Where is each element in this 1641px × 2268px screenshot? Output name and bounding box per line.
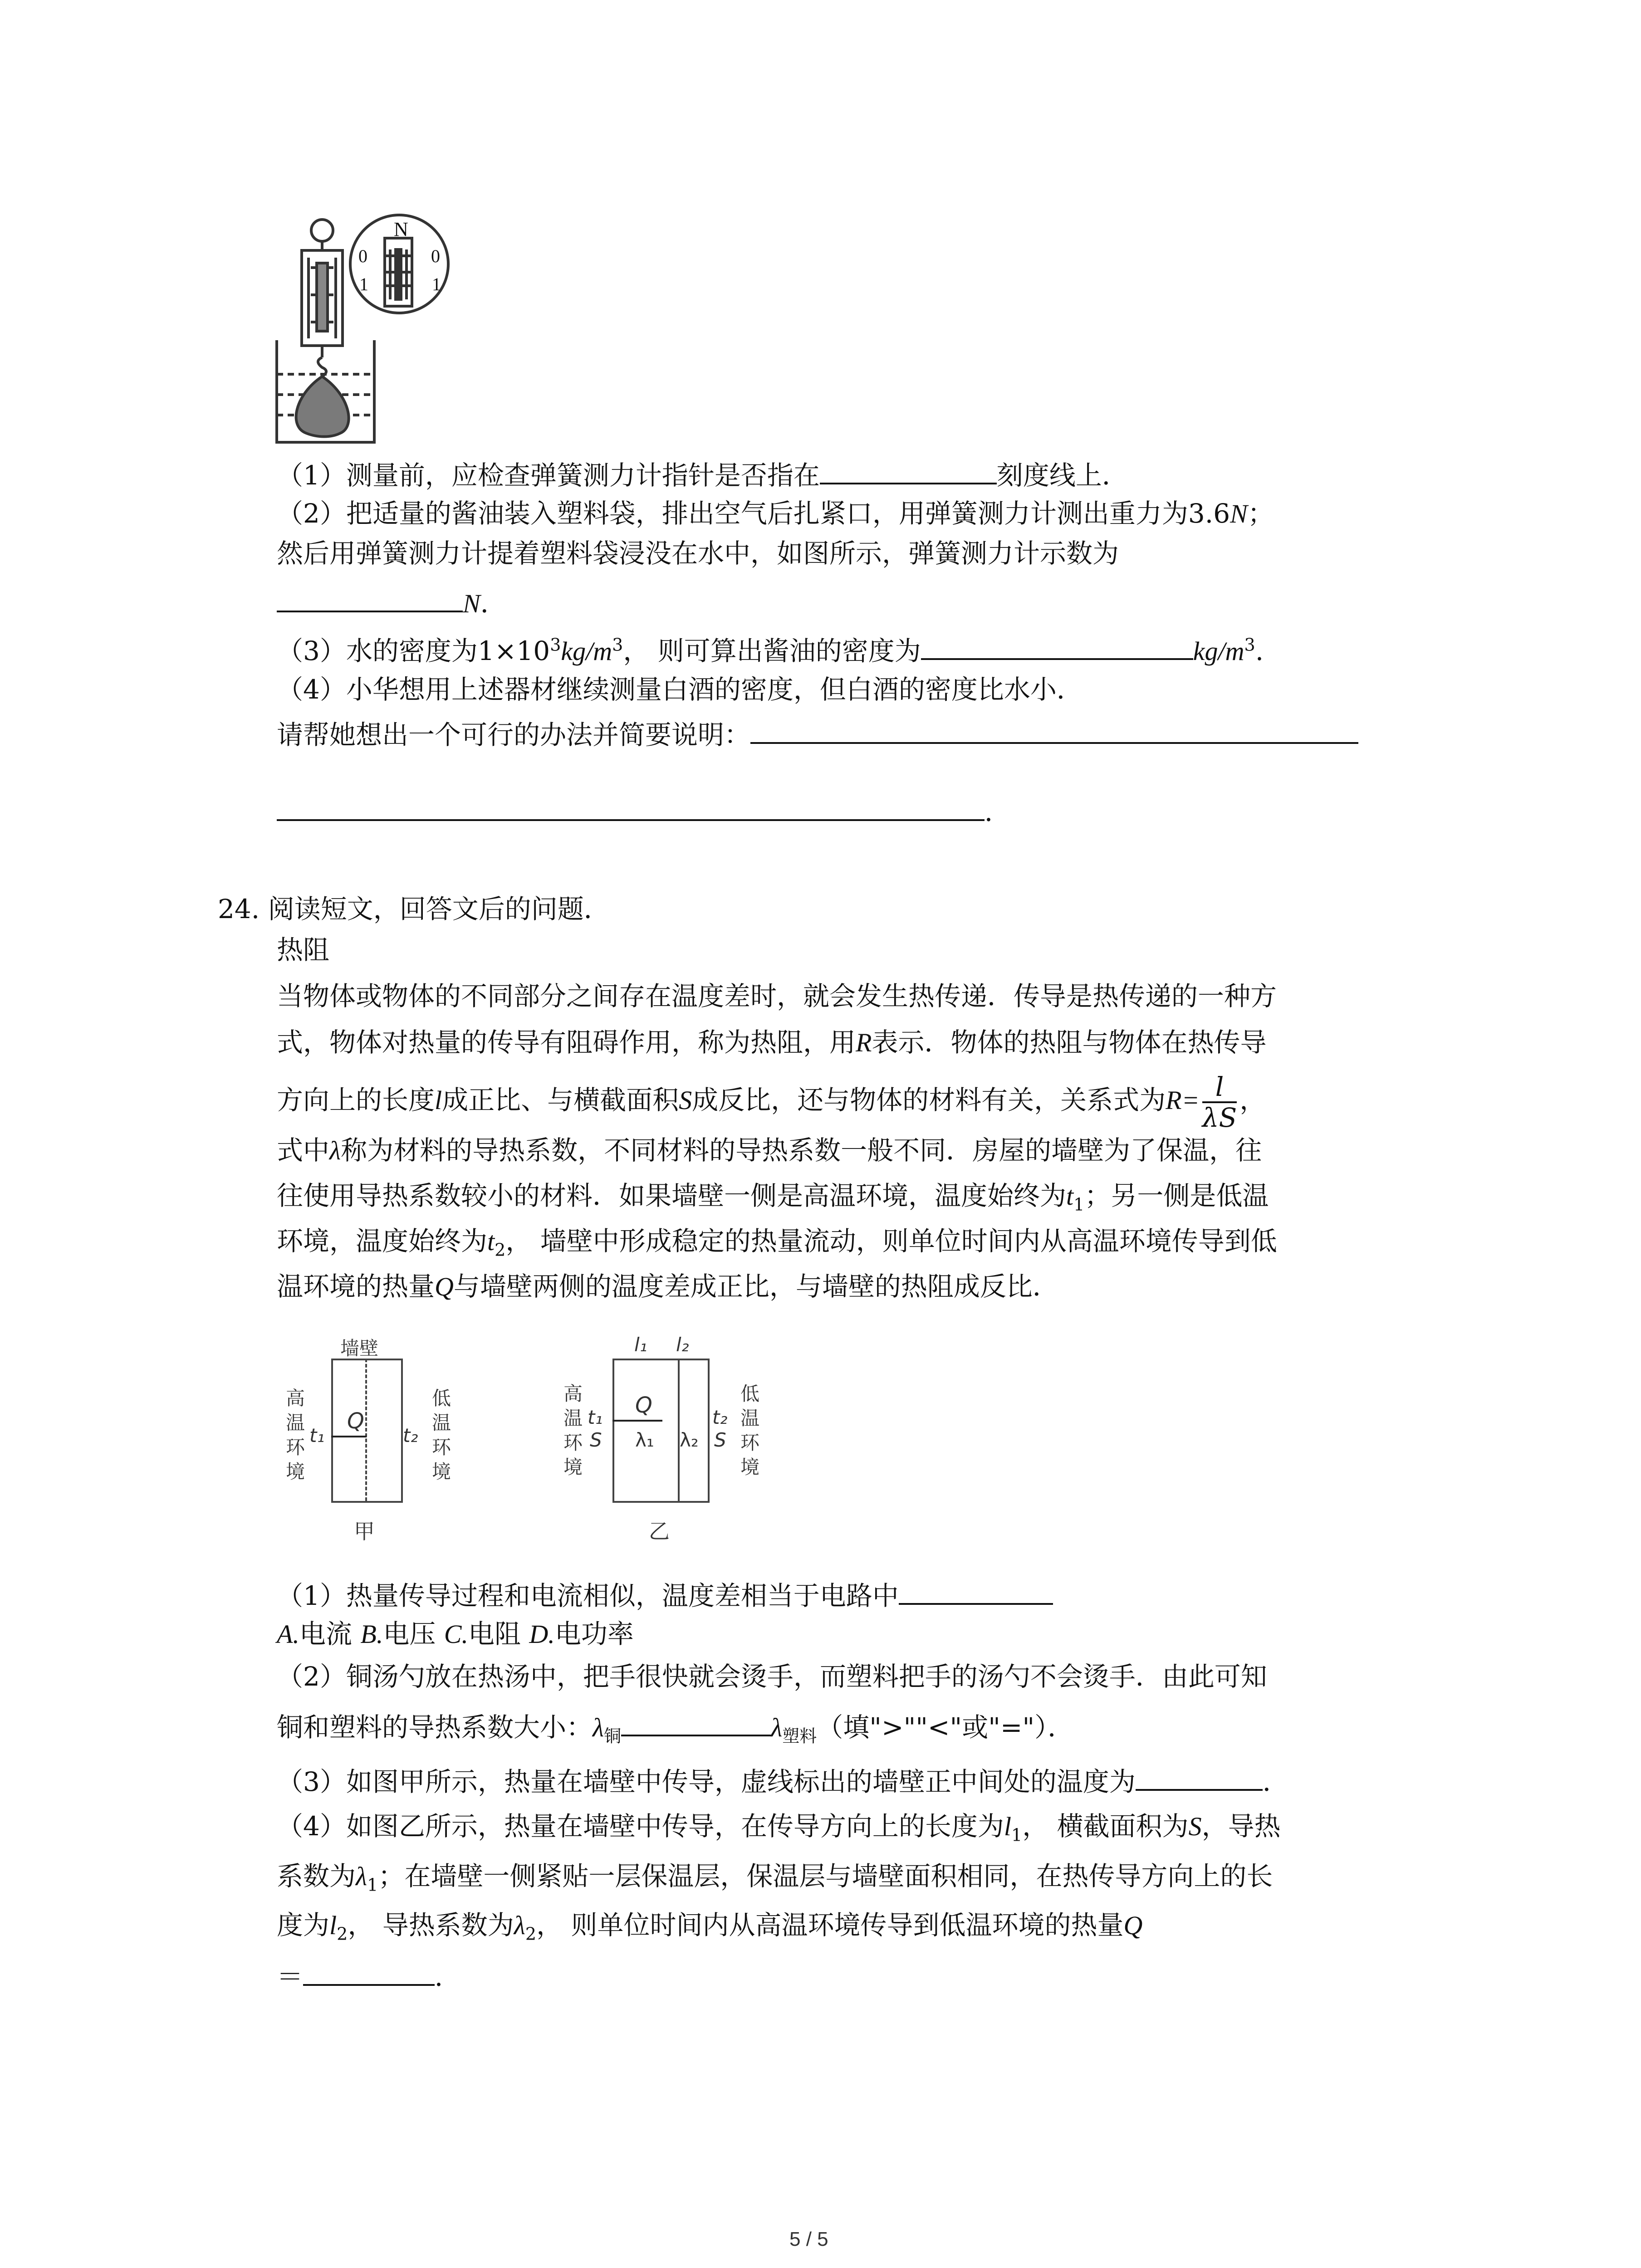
answer-blank[interactable]: [899, 1578, 1053, 1605]
q23-part4b: [277, 717, 1358, 751]
q24-intro: 阅读短文，回答文后的问题．: [268, 894, 610, 924]
q23-p2a-text: （2）把适量的酱油装入塑料袋，排出空气后扎紧口，用弹簧测力计测出重力为3.6: [277, 498, 1230, 529]
subscript: 2: [495, 1240, 506, 1260]
var-s: S: [1188, 1812, 1202, 1841]
q24-title: [277, 934, 329, 966]
option-text: 电功率: [554, 1618, 634, 1649]
para-text: ， 则单位时间内从高温环境传导到低温环境的热量: [536, 1910, 1124, 1941]
para-text: 成反比，还与物体的材料有关，关系式为: [692, 1085, 1166, 1116]
var-l: l: [1004, 1812, 1012, 1841]
para-text: ；在墙壁一侧紧贴一层保温层，保温层与墙壁面积相同，在热传导方向上的长: [378, 1861, 1273, 1892]
para-text: 温环境的热量: [277, 1271, 435, 1302]
var-lambda: λ: [593, 1713, 604, 1742]
para-text: ， 墙壁中形成稳定的热量流动，则单位时间内从高温环境传导到低: [505, 1226, 1277, 1256]
s-right-label: S: [714, 1429, 726, 1451]
q24-sub4d: [277, 1959, 461, 1993]
answer-blank[interactable]: [277, 794, 985, 821]
subscript: 2: [525, 1924, 537, 1944]
answer-blank[interactable]: [621, 1709, 771, 1736]
q23-part4: [277, 673, 1083, 706]
para-text: ，: [1239, 1085, 1266, 1116]
figure-b: [540, 1334, 776, 1547]
t2-label: t₂: [712, 1406, 728, 1428]
q24-para4: [277, 1134, 1262, 1167]
passage-title: 热阻: [277, 934, 330, 965]
figure-caption: 甲: [354, 1519, 375, 1544]
q24-s1-text: （1）热量传导过程和电流相似，温度差相当于电路中: [277, 1580, 899, 1611]
unit-n: N: [1230, 499, 1248, 528]
para-text: ， 横截面积为: [1022, 1811, 1189, 1842]
para-text: ；另一侧是低温: [1084, 1180, 1269, 1211]
q24-s2b-text: 铜和塑料的导热系数大小：: [277, 1712, 593, 1743]
lambda1-label: λ₁: [635, 1429, 654, 1451]
q24-sub2b: [277, 1709, 1074, 1744]
q24-s2a-text: （2）铜汤勺放在热汤中，把手很快就会烫手，而塑料把手的汤勺不会烫手．由此可知: [277, 1661, 1267, 1692]
formula-fraction: [1202, 1072, 1237, 1132]
q23-part1: [277, 457, 1128, 492]
var-q: Q: [1123, 1911, 1143, 1940]
q23-p2a-end: ；: [1247, 498, 1274, 529]
q24-s3-end: ．: [1262, 1766, 1289, 1797]
option-text: 电阻: [468, 1618, 521, 1649]
q24-para7: [277, 1270, 1059, 1303]
para-text: 环境，温度始终为: [277, 1226, 488, 1256]
formula-numerator: l: [1202, 1072, 1237, 1103]
subscript-plastic: 塑料: [782, 1726, 817, 1746]
para-text: （4）如图乙所示，热量在墙壁中传导，在传导方向上的长度为: [277, 1811, 1004, 1842]
para-text: ， 导热系数为: [348, 1910, 514, 1941]
q23-part2a: [277, 497, 1274, 530]
q24-sub1: [277, 1578, 1053, 1612]
q24-sub2a: [277, 1660, 1267, 1693]
q23-p2c-end: ．: [480, 588, 507, 619]
s-left-label: S: [590, 1429, 602, 1451]
para-text: 式，物体对热量的传导有阻碍作用，称为热阻，用: [277, 1027, 856, 1058]
option-a[interactable]: [277, 1618, 352, 1649]
var-t: t: [1066, 1181, 1074, 1211]
scale-tick-1-left: 1: [359, 274, 368, 294]
var-q: Q: [435, 1272, 454, 1301]
q24-sub4a: [277, 1810, 1281, 1843]
option-text: 电压: [383, 1618, 436, 1649]
para-text: 式中: [277, 1135, 330, 1166]
option-b[interactable]: [360, 1618, 436, 1649]
option-d[interactable]: [529, 1618, 633, 1649]
t1-label: t₁: [309, 1424, 325, 1447]
q24-heading: [218, 893, 610, 925]
q23-p2b-text: 然后用弹簧测力计提着塑料袋浸没在水中，如图所示，弹簧测力计示数为: [277, 538, 1119, 569]
q23-part2b: [277, 537, 1119, 570]
wall-rect: [331, 1359, 403, 1503]
answer-blank[interactable]: [277, 585, 463, 612]
para-text: 成正比、与横截面积: [442, 1085, 679, 1116]
para-text: 表示．物体的热阻与物体在热传导: [872, 1027, 1267, 1058]
left-env-label: 高温环境: [283, 1388, 305, 1486]
var-lambda: λ: [514, 1911, 525, 1940]
wall-midline: [365, 1359, 367, 1501]
scale-tick-0-left: 0: [358, 246, 367, 266]
q23-p1-text: （1）测量前，应检查弹簧测力计指针是否指在: [277, 460, 820, 491]
q23-p4b-text: 请帮她想出一个可行的办法并简要说明：: [277, 719, 751, 750]
q24-para2: [277, 1026, 1266, 1059]
var-t: t: [487, 1227, 495, 1256]
spring-scale-figure: [263, 213, 454, 449]
q24-sub4b: [277, 1860, 1273, 1893]
para-text: 方向上的长度: [277, 1085, 435, 1116]
q24-para6: [277, 1225, 1277, 1258]
subscript: 2: [337, 1924, 348, 1944]
unit-kg: kg: [561, 636, 586, 666]
para-text: ，导热: [1201, 1811, 1281, 1842]
para-text: 称为材料的导热系数，不同材料的导热系数一般不同．房屋的墙壁为了保温，往: [341, 1135, 1262, 1166]
subscript: 1: [1073, 1194, 1085, 1215]
q24-para3: [277, 1072, 1266, 1132]
q23-part3: [277, 633, 1264, 668]
q23-p3b-text: ， 则可算出酱油的密度为: [623, 635, 921, 666]
q23-p3-end: .: [1255, 635, 1264, 666]
para-text: 与墙壁两侧的温度差成正比，与墙壁的热阻成反比．: [453, 1271, 1059, 1302]
right-env-label: 低温环境: [738, 1383, 760, 1481]
question-number: 24.: [218, 894, 260, 924]
heat-q-label: Q: [347, 1408, 364, 1434]
var-l: l: [329, 1911, 337, 1940]
q24-sub1-options: [277, 1618, 634, 1651]
exponent: 3: [1244, 635, 1255, 655]
t2-label: t₂: [403, 1424, 418, 1447]
q24-s3-text: （3）如图甲所示，热量在墙壁中传导，虚线标出的墙壁正中间处的温度为: [277, 1766, 1136, 1797]
answer-blank[interactable]: [303, 1959, 435, 1986]
para-text: 当物体或物体的不同部分之间存在温度差时，就会发生热传递．传导是热传递的一种方: [277, 981, 1277, 1012]
q24-para1: [277, 980, 1277, 1012]
answer-blank[interactable]: [921, 633, 1193, 660]
option-text: 电流: [299, 1618, 352, 1649]
var-lambda: λ: [329, 1136, 341, 1165]
formula-denominator: λS: [1202, 1102, 1237, 1133]
answer-blank[interactable]: [820, 457, 997, 484]
exponent: 3: [612, 635, 623, 655]
left-env-label: 高温环境: [561, 1383, 583, 1481]
t1-label: t₁: [588, 1406, 603, 1428]
para-text: 往使用导热系数较小的材料．如果墙壁一侧是高温环境，温度始终为: [277, 1180, 1067, 1211]
q23-p4-text: （4）小华想用上述器材继续测量白酒的密度，但白酒的密度比水小．: [277, 674, 1083, 705]
l1-label: l₁: [634, 1334, 647, 1356]
scale-n-label: N: [394, 218, 408, 240]
var-l: l: [435, 1085, 442, 1115]
subscript: 1: [367, 1875, 378, 1895]
q23-p1-end: 刻度线上．: [996, 460, 1128, 491]
answer-blank[interactable]: [750, 717, 1358, 744]
scale-tick-0-right: 0: [431, 246, 440, 266]
scale-tick-1-right: 1: [432, 274, 441, 294]
figure-caption: 乙: [649, 1519, 670, 1544]
figure-a: [272, 1334, 463, 1547]
para-text: 系数为: [277, 1861, 356, 1892]
q24-sub3: [277, 1764, 1289, 1798]
formula-lhs: R=: [1166, 1085, 1200, 1115]
unit-n: N: [463, 589, 480, 618]
equals-sign: ＝: [277, 1961, 304, 1992]
option-c[interactable]: [444, 1618, 521, 1649]
heat-arrow: [612, 1420, 662, 1422]
exponent: 3: [550, 635, 561, 655]
para-text: ．: [435, 1961, 461, 1992]
q24-para5: [277, 1179, 1269, 1215]
page-number: 5 / 5: [789, 2228, 828, 2250]
lambda2-label: λ₂: [680, 1429, 699, 1451]
var-r: R: [856, 1028, 872, 1057]
l2-label: l₂: [676, 1334, 689, 1356]
option-letter: A.: [277, 1619, 299, 1649]
q23-p4-end: ．: [985, 797, 1011, 827]
q24-s2c-text: （填">""<"或"="）．: [817, 1712, 1074, 1743]
subscript: 1: [1011, 1825, 1023, 1845]
q23-part4c: [277, 794, 1011, 828]
q24-sub4c: [277, 1909, 1142, 1942]
option-letter: B.: [360, 1619, 383, 1649]
option-letter: D.: [529, 1619, 555, 1649]
subscript-copper: 铜: [604, 1726, 622, 1746]
unit-m: /m: [586, 636, 612, 666]
q23-p3-text: （3）水的密度为1×10: [277, 635, 550, 666]
var-lambda: λ: [356, 1862, 367, 1891]
para-text: 度为: [277, 1910, 330, 1941]
unit-kg-m: kg/m: [1193, 636, 1244, 666]
option-letter: C.: [444, 1619, 468, 1649]
right-env-label: 低温环境: [429, 1388, 451, 1486]
heat-arrow: [331, 1436, 367, 1437]
var-lambda: λ: [771, 1713, 783, 1742]
var-s: S: [679, 1085, 692, 1115]
wall-label: 墙壁: [340, 1337, 379, 1359]
q23-part2c: [277, 585, 507, 620]
answer-blank[interactable]: [1136, 1764, 1263, 1791]
heat-q-label: Q: [635, 1393, 652, 1418]
